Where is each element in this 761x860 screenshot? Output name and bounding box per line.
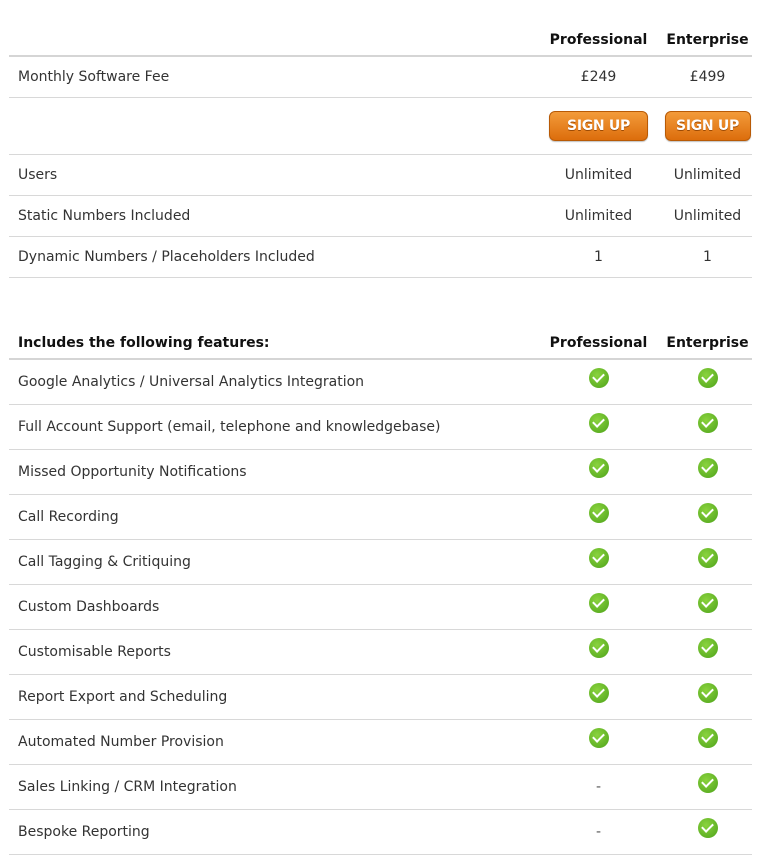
pricing-row bbox=[9, 155, 752, 196]
check-icon bbox=[698, 683, 718, 703]
fee-enterprise: £499 bbox=[689, 69, 726, 85]
fee-row bbox=[9, 57, 752, 98]
feature-label: Custom Dashboards bbox=[18, 599, 160, 615]
check-icon bbox=[589, 683, 609, 703]
pricing-comparison bbox=[9, 0, 752, 855]
pricing-header-row bbox=[9, 0, 752, 57]
check-icon bbox=[589, 413, 609, 433]
feature-label: Bespoke Reporting bbox=[18, 824, 150, 840]
check-icon bbox=[698, 773, 718, 793]
fee-label: Monthly Software Fee bbox=[18, 69, 170, 85]
pricing-row bbox=[9, 196, 752, 237]
check-icon bbox=[589, 638, 609, 658]
section-spacer bbox=[9, 278, 752, 314]
feature-row bbox=[9, 540, 752, 585]
check-icon bbox=[589, 593, 609, 613]
check-icon bbox=[589, 548, 609, 568]
pricing-row-label: Dynamic Numbers / Placeholders Included bbox=[18, 249, 315, 265]
pricing-row-professional: Unlimited bbox=[564, 208, 633, 224]
feature-label: Call Recording bbox=[18, 509, 119, 525]
pricing-header-enterprise: Enterprise bbox=[666, 32, 749, 48]
features-header-row bbox=[9, 314, 752, 360]
check-icon bbox=[698, 413, 718, 433]
check-icon bbox=[698, 638, 718, 658]
check-icon bbox=[589, 503, 609, 523]
pricing-row-enterprise: Unlimited bbox=[673, 167, 742, 183]
check-icon bbox=[698, 458, 718, 478]
fee-professional: £249 bbox=[580, 69, 617, 85]
feature-row bbox=[9, 405, 752, 450]
check-icon bbox=[698, 593, 718, 613]
signup-enterprise-button[interactable]: SIGN UP bbox=[665, 111, 751, 141]
pricing-row-professional: Unlimited bbox=[564, 167, 633, 183]
check-icon bbox=[589, 458, 609, 478]
feature-professional-dash: - bbox=[595, 824, 602, 840]
feature-row bbox=[9, 360, 752, 405]
check-icon bbox=[698, 818, 718, 838]
pricing-row-label: Users bbox=[18, 167, 58, 183]
feature-row bbox=[9, 495, 752, 540]
check-icon bbox=[698, 368, 718, 388]
feature-label: Call Tagging & Critiquing bbox=[18, 554, 191, 570]
pricing-row-professional: 1 bbox=[594, 249, 603, 265]
signup-professional-button[interactable]: SIGN UP bbox=[549, 111, 648, 141]
feature-label: Sales Linking / CRM Integration bbox=[18, 779, 237, 795]
check-icon bbox=[698, 503, 718, 523]
pricing-header-professional: Professional bbox=[549, 32, 648, 48]
features-header-professional: Professional bbox=[549, 335, 648, 351]
check-icon bbox=[698, 728, 718, 748]
feature-label: Customisable Reports bbox=[18, 644, 171, 660]
features-heading: Includes the following features: bbox=[18, 335, 270, 351]
pricing-row bbox=[9, 237, 752, 278]
feature-rows bbox=[9, 360, 752, 855]
pricing-row-label: Static Numbers Included bbox=[18, 208, 191, 224]
feature-professional-dash: - bbox=[595, 779, 602, 795]
feature-row bbox=[9, 450, 752, 495]
check-icon bbox=[698, 548, 718, 568]
feature-row bbox=[9, 630, 752, 675]
check-icon bbox=[589, 728, 609, 748]
feature-label: Automated Number Provision bbox=[18, 734, 224, 750]
pricing-rows bbox=[9, 155, 752, 278]
feature-row bbox=[9, 720, 752, 765]
feature-row bbox=[9, 810, 752, 855]
feature-label: Google Analytics / Universal Analytics Integration bbox=[18, 374, 365, 390]
signup-row bbox=[9, 98, 752, 155]
feature-label: Report Export and Scheduling bbox=[18, 689, 228, 705]
features-header-enterprise: Enterprise bbox=[666, 335, 749, 351]
feature-row bbox=[9, 765, 752, 810]
feature-label: Full Account Support (email, telephone and knowledgebase) bbox=[18, 419, 441, 435]
feature-row bbox=[9, 585, 752, 630]
pricing-row-enterprise: 1 bbox=[703, 249, 712, 265]
feature-row bbox=[9, 675, 752, 720]
pricing-row-enterprise: Unlimited bbox=[673, 208, 742, 224]
feature-label: Missed Opportunity Notifications bbox=[18, 464, 247, 480]
check-icon bbox=[589, 368, 609, 388]
